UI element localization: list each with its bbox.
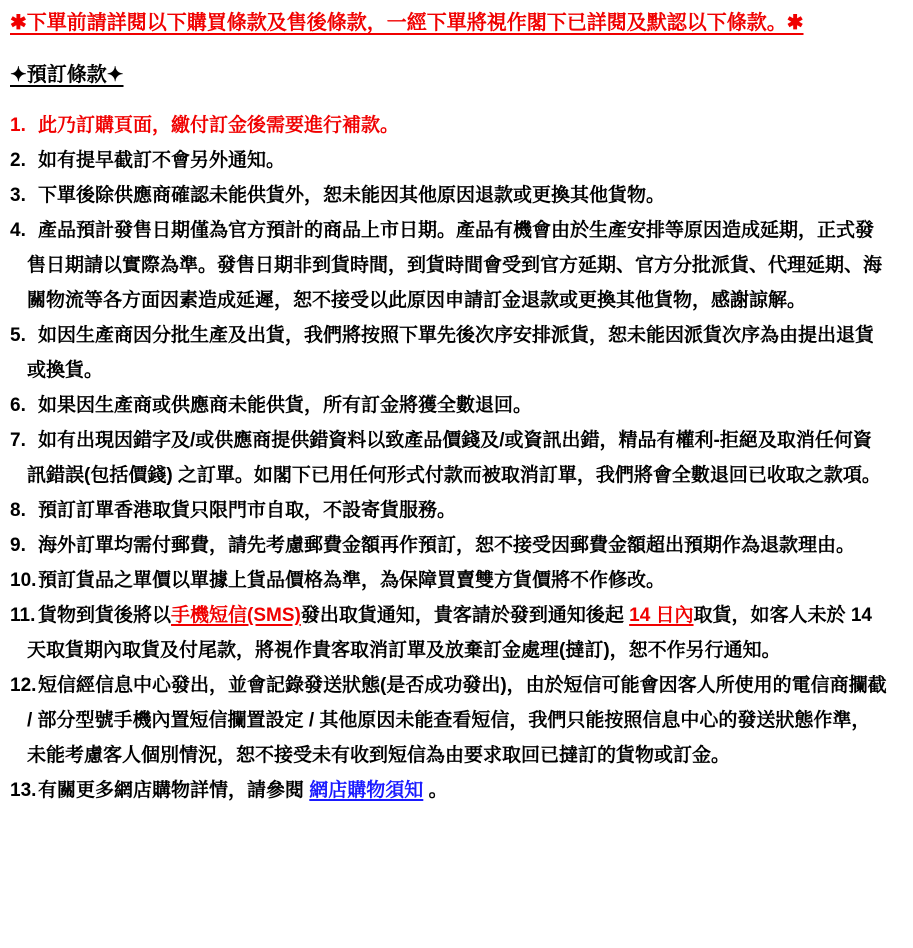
term-item: [10, 528, 887, 563]
terms-list: [10, 108, 887, 808]
store-shopping-guide-link[interactable]: 網店購物須知: [309, 780, 424, 801]
pre-order-warning-header: ✱下單前請詳閱以下購買條款及售後條款，一經下單將視作閣下已詳閱及默認以下條款。✱: [10, 12, 804, 34]
term-number: 13.: [10, 780, 37, 801]
term-text: 下單後除供應商確認未能供貨外，恕未能因其他原因退款或更換其他貨物。: [38, 185, 666, 206]
term-text: 。: [423, 780, 448, 801]
term-item: [10, 318, 887, 388]
term-text: 發出取貨通知，貴客請於發到通知後起: [300, 605, 630, 626]
term-number: 8.: [10, 500, 26, 521]
term-item: [10, 598, 887, 668]
term-text: 如因生產商因分批生產及出貨，我們將按照下單先後次序安排派貨，恕未能因派貨次序為由提出退貨或換貨。: [27, 325, 875, 381]
term-number: 9.: [10, 535, 26, 556]
term-text: 手機短信(SMS): [171, 605, 301, 626]
term-item: [10, 388, 887, 423]
term-number: 6.: [10, 395, 26, 416]
term-number: 11.: [10, 605, 36, 626]
term-text: 14 日內: [629, 605, 694, 626]
term-text: 海外訂單均需付郵費，請先考慮郵費金額再作預訂，恕不接受因郵費金額超出預期作為退款理由。: [38, 535, 856, 556]
term-item: [10, 108, 887, 143]
term-number: 3.: [10, 185, 26, 206]
term-text: 預訂訂單香港取貨只限門市自取，不設寄貨服務。: [38, 500, 457, 521]
term-number: 12.: [10, 675, 37, 696]
term-number: 1.: [10, 115, 26, 136]
term-text: 短信經信息中心發出，並會記錄發送狀態(是否成功發出)，由於短信可能會因客人所使用的電信商攔截 / 部分型號手機內置短信攔置設定 / 其他原因未能查看短信，我們只能按照信息中心的發送狀態作準，未能考慮客人個別情況，恕不接受未有收到短信為由要求取回已撻訂的貨物或訂金。: [27, 675, 887, 766]
section-title: ✦預訂條款✦: [10, 64, 124, 86]
term-number: 5.: [10, 325, 26, 346]
term-text: 如果因生產商或供應商未能供貨，所有訂金將獲全數退回。: [38, 395, 533, 416]
term-item: [10, 773, 887, 808]
term-number: 7.: [10, 430, 26, 451]
term-item: [10, 178, 887, 213]
term-item: [10, 423, 887, 493]
term-text: 取貨，如客人未於 14 天取貨期內取貨及付尾款，將視作貴客取消訂單及放棄訂金處理(撻訂)，恕不作另行通知。: [27, 605, 872, 661]
term-item: [10, 563, 887, 598]
term-item: [10, 668, 887, 773]
term-text: 如有提早截訂不會另外通知。: [38, 150, 286, 171]
term-text: 產品預計發售日期僅為官方預計的商品上市日期。產品有機會由於生產安排等原因造成延期，正式發售日期請以實際為準。發售日期非到貨時間，到貨時間會受到官方延期、官方分批派貨、代理延期、海關物流等各方面因素造成延遲，恕不接受以此原因申請訂金退款或更換其他貨物，感謝諒解。: [27, 220, 883, 311]
term-number: 10.: [10, 570, 37, 591]
term-text: 有關更多網店購物詳情，請參閱: [38, 780, 310, 801]
term-item: [10, 493, 887, 528]
term-text: 預訂貨品之單價以單據上貨品價格為準，為保障買賣雙方貨價將不作修改。: [38, 570, 666, 591]
term-number: 2.: [10, 150, 26, 171]
term-text: 此乃訂購頁面，繳付訂金後需要進行補款。: [38, 115, 400, 136]
term-text: 如有出現因錯字及/或供應商提供錯資料以致產品價錢及/或資訊出錯，精品有權利-拒絕及取消任何資訊錯誤(包括價錢) 之訂單。如閣下已用任何形式付款而被取消訂單，我們將會全數退回已收取之款項。: [27, 430, 881, 486]
term-number: 4.: [10, 220, 26, 241]
term-item: [10, 213, 887, 318]
term-text: 貨物到貨後將以: [38, 605, 172, 626]
term-item: [10, 143, 887, 178]
